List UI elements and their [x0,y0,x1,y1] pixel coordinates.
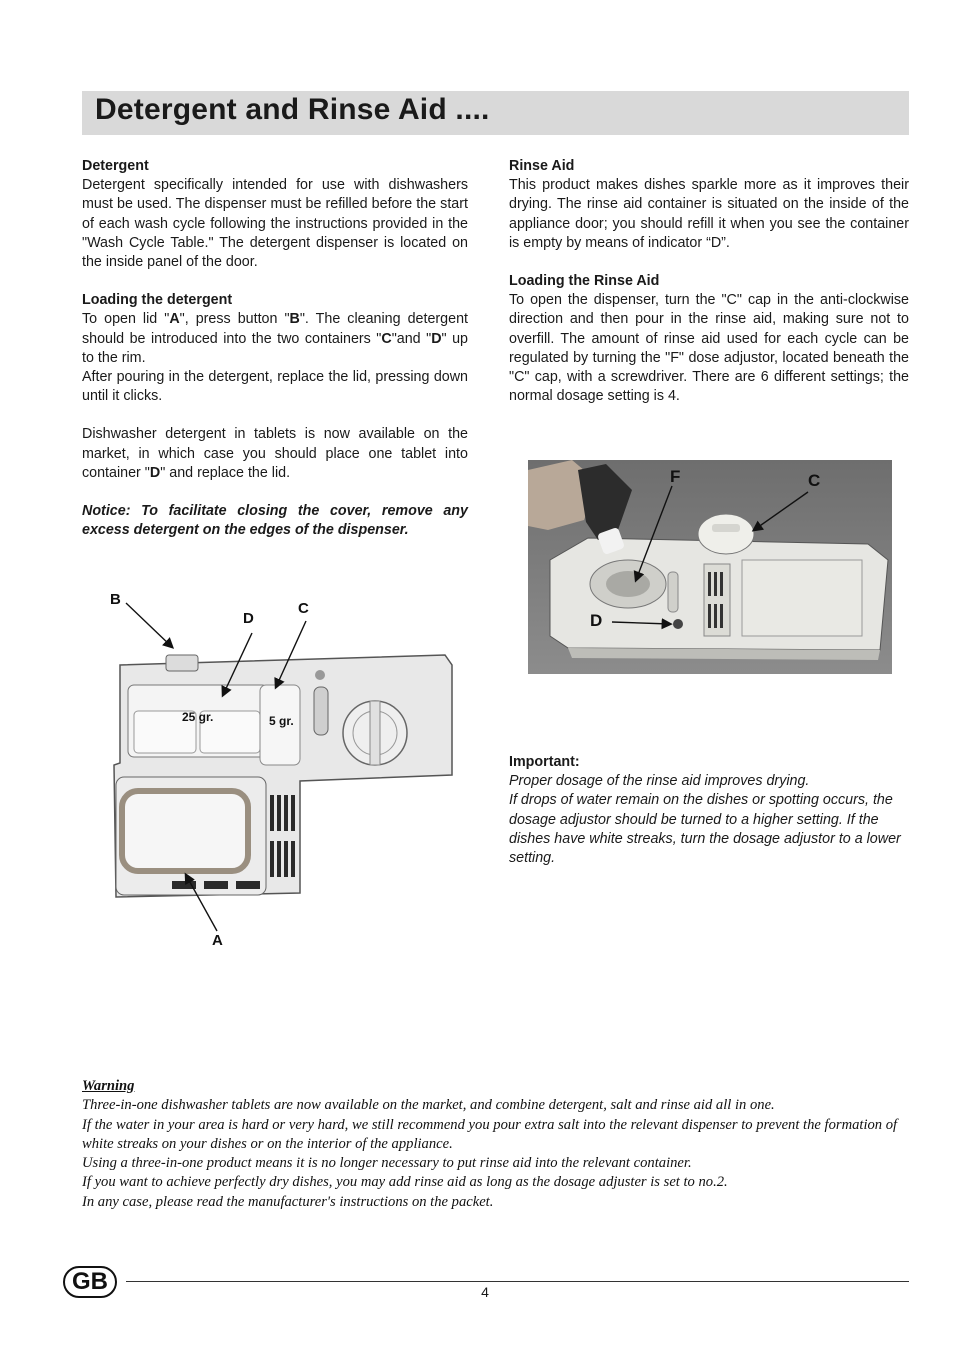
warning-line: If you want to achieve perfectly dry dishes, you may add rinse aid as long as the dosage adjuster is set to no.2. [82,1174,728,1191]
loading-rinse-aid-heading: Loading the Rinse Aid [509,273,660,290]
important-heading: Important: [509,754,580,770]
page-title: Detergent and Rinse Aid .... [95,93,490,126]
photo-label-f: F [670,467,681,486]
cup-large-label: 25 gr. [182,710,214,724]
detergent-dispenser-diagram [100,585,470,955]
cup-small-label: 5 gr. [269,714,294,728]
loading-detergent-text: To open lid "A", press button "B". The cleaning detergent should be introduced into the two containers "C"and "D" up to the rim. [82,311,468,366]
important-line: Proper dosage of the rinse aid improves drying. [509,773,810,790]
diagram-label-d: D [243,610,254,627]
footer-divider [126,1281,909,1282]
tablets-text: Dishwasher detergent in tablets is now available on the market, in which case you should place one tablet into container "D" and replace the lid. [82,426,468,481]
rinse-aid-dispenser-photo [528,460,892,674]
important-section [509,753,909,868]
detergent-text: Detergent specifically intended for use with dishwashers must be used. The dispenser must be refilled before the start of each wash cycle following the instructions provided in the "Wash Cycle Table." The detergent dispenser is located on the inside panel of the door. [82,177,468,271]
important-line: If drops of water remain on the dishes or spotting occurs, the dosage adjustor should be turned to a higher setting. If the dishes have white streaks, turn the dosage adjustor to a lower setting. [509,792,901,867]
rinse-aid-text: This product makes dishes sparkle more as it improves their drying. The rinse aid container is situated on the inside of the appliance door; you should refill it when you see the container is empty by means of indicator “D”. [509,177,909,251]
diagram-label-c: C [298,600,309,617]
diagram-label-a: A [212,932,223,949]
detergent-heading: Detergent [82,158,149,174]
title-bar [82,91,909,135]
rinse-aid-heading: Rinse Aid [509,158,575,174]
loading-rinse-aid-text: To open the dispenser, turn the "C" cap in the anti-clockwise direction and then pour in the rinse aid, making sure not to overfill. The amount of rinse aid used for each cycle can be regulated by turning the "F" dose adjustor, located beneath the "C" cap, with a screwdriver. There are 6 different settings; the normal dosage setting is 4. [509,292,909,405]
diagram-label-b: B [110,591,121,608]
right-column [509,157,909,406]
notice-text: Notice: To facilitate closing the cover, remove any excess detergent on the edges of the dispenser. [82,503,468,539]
warning-line: Three-in-one dishwasher tablets are now available on the market, and combine detergent, salt and rinse aid all in one. [82,1097,775,1114]
warning-line: If the water in your area is hard or very hard, we still recommend you pour extra salt into the relevant dispenser to prevent the formation of white streaks on your dishes or on the interior of the appliance. [82,1116,898,1152]
loading-detergent-heading: Loading the detergent [82,292,233,309]
warning-section [82,1077,912,1212]
photo-label-d: D [590,611,603,630]
warning-heading: Warning [82,1078,135,1094]
left-column [82,157,468,540]
warning-line: In any case, please read the manufacturer's instructions on the packet. [82,1193,494,1210]
page-number: 4 [481,1284,489,1300]
warning-line: Using a three-in-one product means it is no longer necessary to put rinse aid into the relevant container. [82,1155,692,1172]
country-badge: GB [63,1266,117,1298]
replace-lid-text: After pouring in the detergent, replace the lid, pressing down until it clicks. [82,369,468,405]
photo-label-c: C [808,471,821,490]
